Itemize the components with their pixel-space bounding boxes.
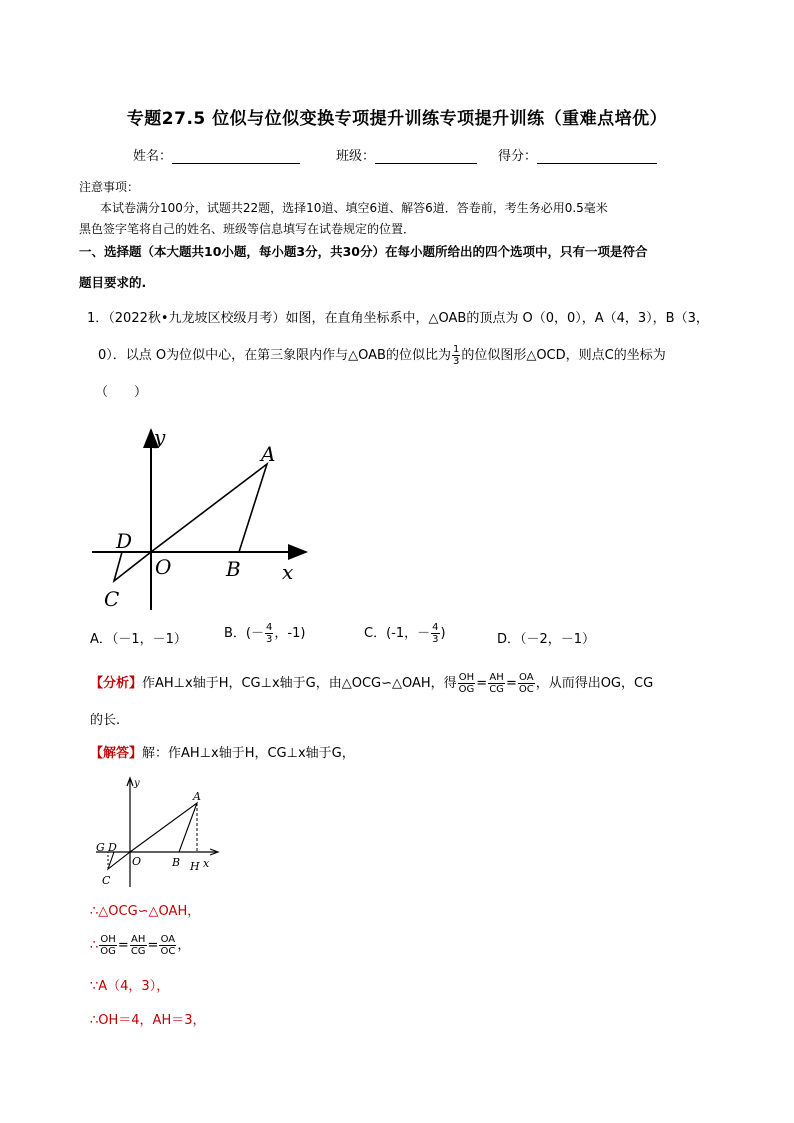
- solution-triangle-ocd: [108, 852, 130, 869]
- triangle-oab: [151, 464, 267, 552]
- solution-tag: 【解答】: [90, 746, 143, 761]
- analysis-fraction-1: [458, 672, 476, 695]
- point-d-label: D: [116, 529, 133, 553]
- question-1-figure: [84, 408, 324, 618]
- question-1-line-1: 1．（2022秋•九龙坡区校级月考）如图，在直角坐标系中，△OAB的顶点为 O（0，0），A（4，3），B（3，: [87, 311, 709, 326]
- solution-f2-den: CG: [130, 946, 146, 957]
- question-1-line-2: [98, 344, 748, 367]
- solution-step-2-comma: ，: [177, 938, 191, 953]
- solution-c-label: C: [102, 874, 111, 887]
- option-b-letter: B．: [224, 626, 246, 641]
- analysis-after: ，从而得出OG，CG: [535, 676, 654, 691]
- solution-o-label: O: [132, 855, 142, 868]
- class-label: 班级：: [336, 149, 376, 164]
- score-label: 得分：: [498, 149, 538, 164]
- score-field[interactable]: [498, 145, 657, 164]
- solution-f3-num: OA: [160, 934, 176, 945]
- solution-text: 解：作AH⊥x轴于H，CG⊥x轴于G，: [142, 746, 355, 761]
- option-c-open: (-1，－: [386, 626, 431, 641]
- analysis-eq-2: =: [505, 676, 517, 691]
- class-blank[interactable]: [375, 149, 477, 164]
- y-axis-label: y: [154, 425, 166, 449]
- solution-step-2-therefore: ∴: [90, 938, 99, 953]
- ratio-fraction: [452, 344, 460, 367]
- analysis-eq-1: =: [476, 676, 488, 691]
- analysis-fraction-3: [518, 672, 535, 695]
- answer-paren: （ ）: [95, 385, 148, 400]
- analysis-f1-den: OG: [458, 684, 475, 695]
- point-b-label: B: [226, 557, 241, 581]
- solution-step-2: [90, 934, 740, 957]
- notes-line-1: 本试卷满分100分，试题共22题，选择10道、填空6道、解答6道．答卷前，考生务必用0.5毫米: [100, 201, 608, 215]
- solution-fraction-1: [99, 934, 117, 957]
- analysis-f2-num: AH: [489, 672, 504, 683]
- analysis-f3-den: OC: [518, 684, 534, 695]
- analysis-f3-num: OA: [519, 672, 534, 683]
- section-heading-line-2: 题目要求的.: [79, 275, 147, 290]
- option-b-denominator: 3: [266, 634, 273, 645]
- solution-b-label: B: [172, 856, 181, 869]
- analysis-line-2: 的长.: [90, 713, 121, 728]
- notes-line-2: 黑色签字笔将自己的姓名、班级等信息填写在试卷规定的位置．: [79, 222, 416, 236]
- option-a[interactable]: A．（－1，－1）: [90, 632, 187, 647]
- option-b-close: ，-1): [274, 626, 306, 641]
- solution-y-label: y: [134, 778, 140, 789]
- solution-fraction-3: [159, 934, 176, 957]
- solution-step-3: ∵A（4，3），: [90, 979, 170, 994]
- question-1-text-a: 0）．以点 O为位似中心，在第三象限内作与△OAB的位似比为: [98, 348, 451, 363]
- option-b-numerator: 4: [266, 622, 273, 633]
- page-title: 专题27.5 位似与位似变换专项提升训练专项提升训练（重难点培优）: [126, 109, 668, 129]
- option-c-numerator: 4: [432, 622, 439, 633]
- triangle-ocd: [114, 552, 151, 581]
- solution-figure: [88, 772, 228, 892]
- x-axis-label: x: [282, 560, 294, 584]
- solution-step-1: ∴△OCG∽△OAH，: [90, 904, 201, 919]
- section-heading-line-1: 一、选择题（本大题共10小题，每小题3分，共30分）在每小题所给出的四个选项中，只有一项是符合: [79, 244, 648, 259]
- name-label: 姓名：: [133, 149, 173, 164]
- solution-a-label: A: [193, 790, 201, 803]
- analysis-fraction-2: [488, 672, 505, 695]
- solution-line-1: [90, 744, 740, 764]
- class-field[interactable]: [336, 145, 477, 164]
- option-c-close: ): [440, 626, 446, 641]
- solution-eq-1: =: [117, 938, 129, 953]
- question-1-text-b: 的位似图形△OCD，则点C的坐标为: [461, 348, 666, 363]
- option-c-fraction: [431, 622, 439, 645]
- option-c[interactable]: [364, 622, 446, 645]
- name-blank[interactable]: [172, 149, 300, 164]
- option-b[interactable]: [224, 622, 305, 645]
- point-a-label: A: [261, 442, 276, 466]
- notes-heading: 注意事项：: [79, 180, 140, 194]
- solution-step-4: ∴OH＝4，AH＝3，: [90, 1013, 206, 1028]
- solution-triangle-oab: [130, 803, 197, 852]
- option-c-letter: C．: [364, 626, 387, 641]
- ratio-denominator: 3: [452, 356, 460, 367]
- ratio-numerator: 1: [452, 344, 460, 355]
- point-o-label: O: [155, 555, 172, 579]
- solution-h-label: H: [190, 860, 200, 873]
- analysis-f1-num: OH: [458, 672, 475, 683]
- solution-fraction-2: [130, 934, 147, 957]
- option-b-fraction: [265, 622, 273, 645]
- solution-g-label: G: [96, 841, 105, 854]
- analysis-f2-den: CG: [489, 684, 504, 695]
- solution-eq-2: =: [147, 938, 159, 953]
- name-field[interactable]: [133, 145, 300, 164]
- option-b-open: (－: [245, 626, 264, 641]
- solution-d-label: D: [108, 841, 117, 854]
- analysis-tag: 【分析】: [90, 676, 143, 691]
- point-c-label: C: [104, 587, 120, 611]
- solution-f1-den: OG: [100, 946, 116, 957]
- option-c-denominator: 3: [432, 634, 439, 645]
- analysis-text: 作AH⊥x轴于H，CG⊥x轴于G，由△OCG∽△OAH，得: [142, 676, 457, 691]
- solution-x-label: x: [203, 857, 210, 870]
- solution-f2-num: AH: [130, 934, 146, 945]
- score-blank[interactable]: [537, 149, 657, 164]
- solution-f3-den: OC: [160, 946, 176, 957]
- solution-f1-num: OH: [100, 934, 116, 945]
- option-d[interactable]: D．（－2，－1）: [497, 632, 596, 647]
- analysis-line-1: [90, 672, 740, 695]
